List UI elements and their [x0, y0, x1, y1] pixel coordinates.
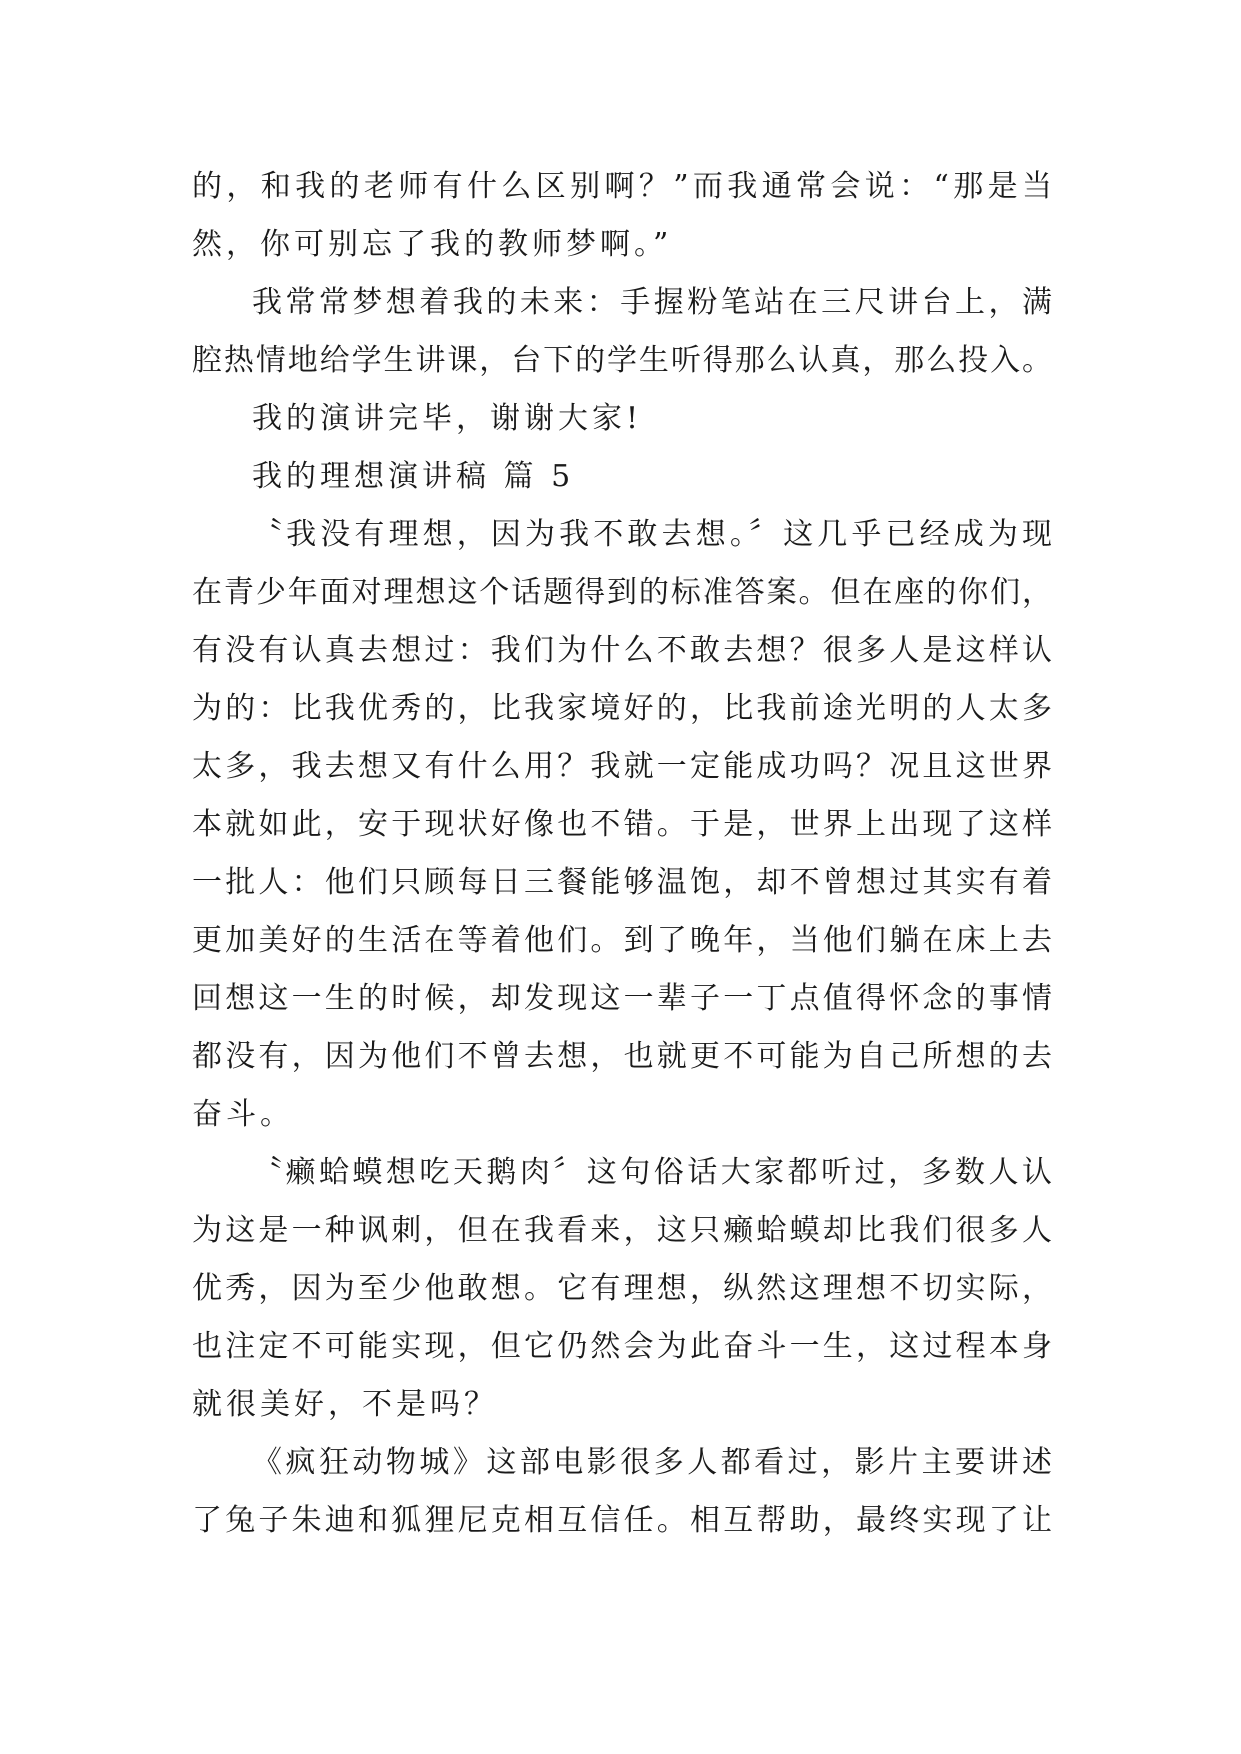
text-line: 本就如此，安于现状好像也不错。于是，世界上出现了这样 — [192, 807, 1052, 842]
text-line: 都没有，因为他们不曾去想，也就更不可能为自己所想的去 — [192, 1039, 1052, 1074]
text-line: 有没有认真去想过：我们为什么不敢去想？很多人是这样认 — [192, 633, 1052, 668]
text-line: 就很美好，不是吗？ — [192, 1387, 498, 1422]
text-line: 也注定不可能实现，但它仍然会为此奋斗一生，这过程本身 — [192, 1329, 1052, 1364]
section-heading: 我的理想演讲稿 篇 5 — [252, 459, 575, 494]
text-line: 奋斗。 — [192, 1097, 294, 1132]
text-line: 回想这一生的时候，却发现这一辈子一丁点值得怀念的事情 — [192, 981, 1052, 1016]
text-line: 在青少年面对理想这个话题得到的标准答案。但在座的你们， — [192, 575, 1052, 610]
text-line: 为这是一种讽刺，但在我看来，这只癞蛤蟆却比我们很多人 — [192, 1213, 1052, 1248]
text-line: 〝癞蛤蟆想吃天鹅肉〞这句俗话大家都听过，多数人认 — [252, 1155, 1052, 1190]
text-line: 我的演讲完毕，谢谢大家! — [252, 401, 643, 436]
text-line: 了兔子朱迪和狐狸尼克相互信任。相互帮助，最终实现了让 — [192, 1503, 1052, 1538]
text-line: 为的：比我优秀的，比我家境好的，比我前途光明的人太多 — [192, 691, 1052, 726]
text-line: 的，和我的老师有什么区别啊？”而我通常会说：“那是当 — [192, 169, 1052, 204]
text-line: 腔热情地给学生讲课，台下的学生听得那么认真，那么投入。 — [192, 343, 1052, 378]
text-line: 太多，我去想又有什么用？我就一定能成功吗？况且这世界 — [192, 749, 1052, 784]
text-line: 《疯狂动物城》这部电影很多人都看过，影片主要讲述 — [252, 1445, 1052, 1480]
text-line: 我常常梦想着我的未来：手握粉笔站在三尺讲台上，满 — [252, 285, 1052, 320]
text-line: 一批人：他们只顾每日三餐能够温饱，却不曾想过其实有着 — [192, 865, 1052, 900]
text-line: 然，你可别忘了我的教师梦啊。” — [192, 227, 673, 262]
text-line: 更加美好的生活在等着他们。到了晚年，当他们躺在床上去 — [192, 923, 1052, 958]
text-line: 优秀，因为至少他敢想。它有理想，纵然这理想不切实际， — [192, 1271, 1052, 1306]
text-line: 〝我没有理想，因为我不敢去想。〞这几乎已经成为现 — [252, 517, 1052, 552]
